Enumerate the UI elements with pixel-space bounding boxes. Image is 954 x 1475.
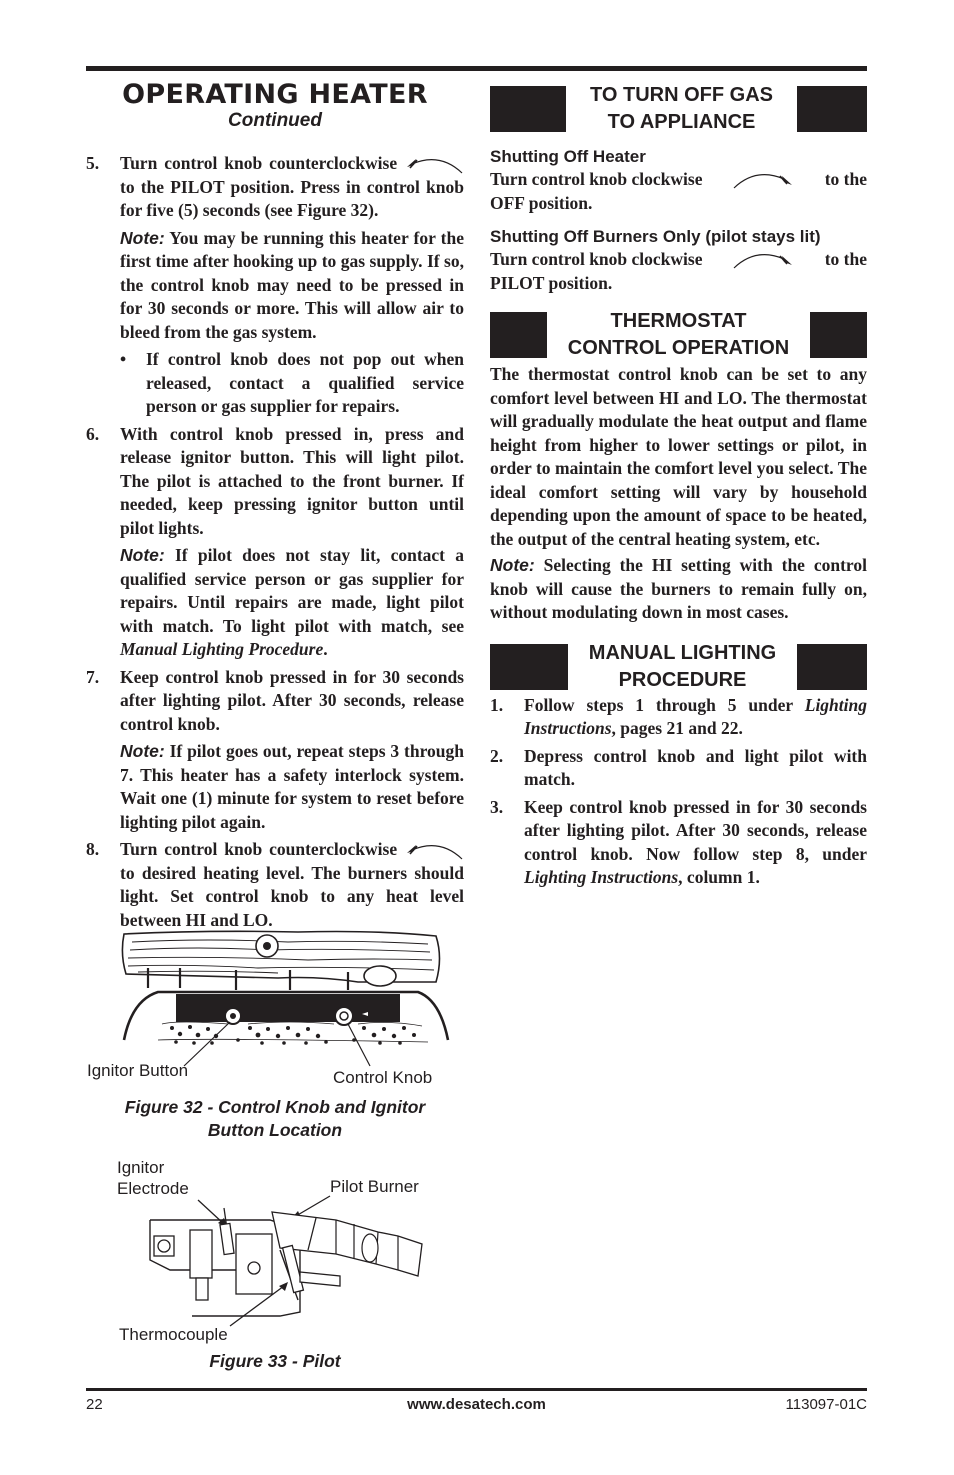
section-subtitle: Continued (228, 110, 322, 131)
shutting-off-heater-heading: Shutting Off Heater (490, 147, 646, 166)
note-text: Selecting the HI setting with the control knob will cause the burners to remain fully on, without modulating down in most cases. (490, 555, 867, 622)
banner-line-2: PROCEDURE (618, 668, 747, 691)
step-7 (86, 666, 464, 737)
label-line-1: Ignitor (117, 1158, 165, 1177)
figure-33-caption: Figure 33 - Pilot (209, 1351, 341, 1371)
banner-bar-right (797, 644, 867, 690)
banner-line-2: CONTROL OPERATION (567, 337, 790, 359)
step-reference: Lighting Instructions (524, 867, 679, 887)
step-6 (86, 423, 464, 541)
note-label: Note: (120, 545, 165, 565)
thermostat-banner (490, 312, 867, 358)
step-text: Keep control knob pressed in for 30 seconds after lighting pilot. After 30 seconds, release control knob. (120, 666, 464, 734)
step-reference: Lighting Instructions (524, 694, 867, 738)
manual-lighting-banner (490, 641, 867, 691)
shutting-off-burners-heading: Shutting Off Burners Only (pilot stays lit) (490, 227, 821, 246)
note-text: If pilot goes out, repeat steps 3 through 7. This heater has a safety interlock system. Wait one (1) minute for system to reset before lighting pilot again. (120, 741, 464, 832)
text-part-b: to the (824, 249, 867, 269)
figure-label-thermocouple: Thermocouple (119, 1325, 228, 1344)
turn-off-gas-banner (490, 86, 867, 132)
step-8 (86, 838, 464, 932)
bullet-mark: • (120, 349, 127, 369)
step-text: Turn control knob counterclockwise (120, 839, 398, 859)
banner-bar-left (490, 644, 568, 690)
banner-bar-left (490, 312, 547, 358)
figure-33-illustration (140, 1190, 440, 1330)
clockwise-arrow-icon (732, 251, 796, 269)
figure-32-caption (86, 1096, 464, 1142)
step-text-end: , column 1. (678, 867, 760, 887)
counterclockwise-arrow-icon (404, 156, 464, 174)
label-line-2: Electrode (117, 1179, 189, 1198)
figure-label-pilot-burner: Pilot Burner (330, 1177, 419, 1196)
step-text-cont: to the PILOT position. Press in control knob for five (5) seconds (see Figure 32). (120, 176, 464, 220)
banner-line-1: TO TURN OFF GAS (590, 84, 773, 106)
note-paragraph (120, 740, 464, 834)
step-text: Follow steps 1 through 5 under (524, 694, 805, 715)
caption-line-2: Button Location (207, 1120, 343, 1140)
document-code: 113097-01C (785, 1396, 867, 1413)
manual-step-3 (490, 796, 867, 890)
figure-label-ignitor-button: Ignitor Button (87, 1061, 189, 1080)
text-part-a: Turn control knob clockwise (490, 249, 703, 269)
caption-line-1: Figure 32 - Control Knob and Ignitor (124, 1097, 426, 1117)
manual-step-1 (490, 694, 867, 741)
step-text: With control knob pressed in, press and release ignitor button. This will light pilot. The pilot is attached to the front burner. If needed, keep pressing ignitor button until pilot lights. (120, 423, 464, 538)
thermostat-note (490, 554, 867, 625)
banner-line-2: TO APPLIANCE (607, 111, 756, 133)
clockwise-arrow-icon (732, 171, 796, 189)
text-part-b: to the (824, 169, 867, 189)
step-number: 8. (86, 839, 100, 859)
figure-label-control-knob: Control Knob (333, 1068, 433, 1087)
bullet-text: If control knob does not pop out when released, contact a qualified service person or gas supplier for repairs. (146, 349, 464, 416)
step-number: 6. (86, 423, 100, 444)
manual-step-2 (490, 745, 867, 792)
website-url: www.desatech.com (407, 1396, 546, 1413)
note-text: If pilot does not stay lit, contact a qualified service person or gas supplier for repairs. Until repairs are made, light pilot with match. To light pilot with match, see (120, 545, 464, 636)
text-part-c: PILOT position. (490, 272, 613, 293)
figure-32-illustration (118, 928, 464, 1068)
step-number: 2. (490, 745, 504, 766)
left-column (86, 80, 464, 932)
banner-line-1: THERMOSTAT (610, 310, 747, 332)
note-label: Note: (120, 741, 165, 761)
note-text: You may be running this heater for the first time after hooking up to gas supply. If so, the control knob may need to be pressed in for 30 seconds or more. This will allow air to bleed from the gas system. (120, 227, 464, 342)
note-paragraph (120, 544, 464, 662)
shutting-off-heater-text (490, 168, 867, 215)
step-5 (86, 152, 464, 223)
banner-bar-left (490, 86, 566, 132)
note-label: Note: (490, 555, 535, 575)
text-part-a: Turn control knob clockwise (490, 169, 703, 189)
text-part-c: OFF position. (490, 192, 593, 213)
page-number: 22 (86, 1396, 103, 1413)
top-rule (86, 66, 867, 71)
shutting-off-burners-text (490, 248, 867, 295)
step-text: Depress control knob and light pilot with match. (524, 745, 867, 789)
counterclockwise-arrow-icon (404, 842, 464, 860)
step-number: 3. (490, 796, 504, 817)
step-number: 5. (86, 153, 100, 173)
banner-line-1: MANUAL LIGHTING (588, 641, 777, 664)
step-text: Keep control knob pressed in for 30 seconds after lighting pilot. After 30 seconds, release control knob. Now follow step 8, under (524, 796, 867, 864)
bullet-item (120, 348, 464, 419)
step-text-end: , pages 21 and 22. (611, 718, 743, 738)
right-column (490, 86, 867, 890)
step-text-cont: to desired heating level. The burners should light. Set control knob to any heat level between HI and LO. (120, 862, 464, 930)
step-number: 1. (490, 694, 504, 715)
note-label: Note: (120, 227, 165, 248)
note-reference: Manual Lighting Procedure (120, 639, 324, 659)
bottom-rule (86, 1388, 867, 1391)
step-text: Turn control knob counterclockwise (120, 153, 398, 173)
section-title: OPERATING HEATER (122, 79, 428, 110)
banner-bar-right (797, 86, 867, 132)
note-end: . (323, 639, 328, 659)
thermostat-paragraph: The thermostat control knob can be set to any comfort level between HI and LO. The thermostat will gradually modulate the heat output and flame height from higher to lower settings or pilot, in order to maintain the comfort level you select. The ideal comfort setting will vary by household depending upon the amount of space to be heated, the output of the central heating system, etc. (490, 364, 867, 549)
step-number: 7. (86, 666, 100, 687)
banner-bar-right (810, 312, 867, 358)
note-paragraph (120, 227, 464, 345)
